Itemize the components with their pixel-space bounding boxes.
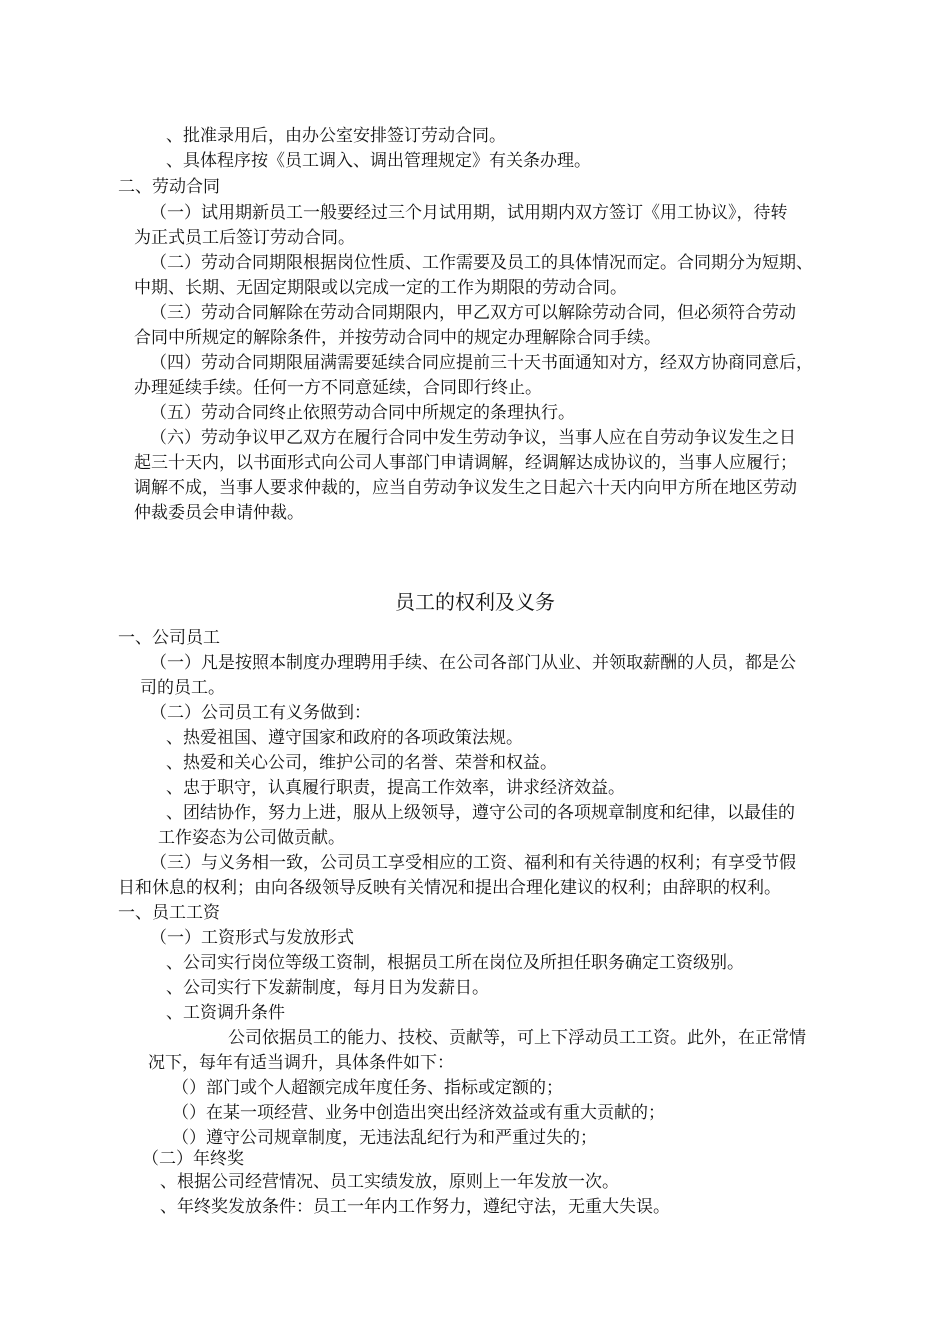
paragraph-line: 仲裁委员会申请仲裁。 <box>134 503 304 523</box>
subsection-heading: （一）工资形式与发放形式 <box>150 928 354 948</box>
paragraph-line: 、具体程序按《员工调入、调出管理规定》有关条办理。 <box>166 151 591 171</box>
list-item: 、工资调升条件 <box>166 1003 285 1023</box>
paragraph-line: 日和休息的权利；由向各级领导反映有关情况和提出合理化建议的权利；由辞职的权利。 <box>118 878 781 898</box>
paragraph-line: 司的员工。 <box>140 678 225 698</box>
paragraph-line: 公司依据员工的能力、技校、贡献等，可上下浮动员工工资。此外，在正常情 <box>228 1028 806 1048</box>
paragraph-line: 调解不成，当事人要求仲裁的，应当自劳动争议发生之日起六十天内向甲方所在地区劳动 <box>134 478 797 498</box>
paragraph-line: 为正式员工后签订劳动合同。 <box>134 228 355 248</box>
page-title: 员工的权利及义务 <box>395 590 555 614</box>
section-heading: 一、公司员工 <box>118 628 220 648</box>
paragraph-line: （一）凡是按照本制度办理聘用手续、在公司各部门从业、并领取薪酬的人员，都是公 <box>150 653 796 673</box>
paragraph-line: （四）劳动合同期限届满需要延续合同应提前三十天书面通知对方，经双方协商同意后， <box>150 353 813 373</box>
paragraph-line: （五）劳动合同终止依照劳动合同中所规定的条理执行。 <box>150 403 575 423</box>
paragraph-line: 、批准录用后，由办公室安排签订劳动合同。 <box>166 126 506 146</box>
paragraph-line: （二）公司员工有义务做到： <box>150 703 371 723</box>
paragraph-line: （六）劳动争议甲乙双方在履行合同中发生劳动争议，当事人应在自劳动争议发生之日 <box>150 428 796 448</box>
paragraph-line: （二）劳动合同期限根据岗位性质、工作需要及员工的具体情况而定。合同期分为短期、 <box>150 253 813 273</box>
list-item: 、热爱和关心公司，维护公司的名誉、荣誉和权益。 <box>166 753 557 773</box>
list-item: 、根据公司经营情况、员工实绩发放，原则上一年发放一次。 <box>160 1172 619 1192</box>
list-item: 、公司实行下发薪制度，每月日为发薪日。 <box>166 978 489 998</box>
paragraph-line: （三）劳动合同解除在劳动合同期限内，甲乙双方可以解除劳动合同，但必须符合劳动 <box>150 303 796 323</box>
subsection-heading: （二）年终奖 <box>142 1149 244 1169</box>
paragraph-line: 合同中所规定的解除条件，并按劳动合同中的规定办理解除合同手续。 <box>134 328 661 348</box>
list-item: 、公司实行岗位等级工资制，根据员工所在岗位及所担任职务确定工资级别。 <box>166 953 744 973</box>
list-item: 、团结协作，努力上进，服从上级领导，遵守公司的各项规章制度和纪律，以最佳的 <box>166 803 795 823</box>
section-heading: 二、劳动合同 <box>118 177 220 197</box>
section-heading: 一、员工工资 <box>118 903 220 923</box>
list-item: 、热爱祖国、遵守国家和政府的各项政策法规。 <box>166 728 523 748</box>
paragraph-line: 中期、长期、无固定期限或以完成一定的工作为期限的劳动合同。 <box>134 278 627 298</box>
paragraph-line: 办理延续手续。任何一方不同意延续，合同即行终止。 <box>134 378 542 398</box>
paragraph-line: 况下，每年有适当调升，具体条件如下： <box>148 1053 454 1073</box>
paragraph-line: （三）与义务相一致，公司员工享受相应的工资、福利和有关待遇的权利；有享受节假 <box>150 853 796 873</box>
list-item: 、忠于职守，认真履行职责，提高工作效率，讲求经济效益。 <box>166 778 625 798</box>
list-item: （）部门或个人超额完成年度任务、指标或定额的； <box>172 1078 563 1098</box>
list-item: （）在某一项经营、业务中创造出突出经济效益或有重大贡献的； <box>172 1103 665 1123</box>
paragraph-line: （一）试用期新员工一般要经过三个月试用期，试用期内双方签订《用工协议》，待转 <box>150 203 788 223</box>
list-item: 、年终奖发放条件：员工一年内工作努力，遵纪守法，无重大失误。 <box>160 1197 670 1217</box>
list-item: （）遵守公司规章制度，无违法乱纪行为和严重过失的； <box>172 1128 597 1148</box>
list-item: 工作姿态为公司做贡献。 <box>158 828 345 848</box>
paragraph-line: 起三十天内，以书面形式向公司人事部门申请调解，经调解达成协议的，当事人应履行； <box>134 453 797 473</box>
